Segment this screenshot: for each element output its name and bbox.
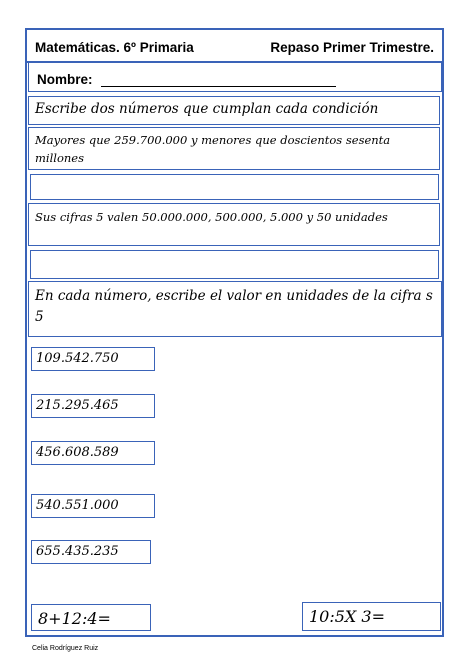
review-title: Repaso Primer Trimestre.	[270, 40, 434, 55]
number-2: 215.295.465	[36, 398, 119, 413]
name-input-line[interactable]	[101, 86, 336, 87]
operation-2: 10:5X 3=	[309, 607, 385, 626]
number-box-5	[31, 540, 151, 564]
number-3: 456.608.589	[36, 445, 119, 460]
instruction-box-1	[28, 96, 440, 125]
number-box-2	[31, 394, 155, 418]
number-box-1	[31, 347, 155, 371]
name-label: Nombre:	[37, 72, 93, 87]
author-credit: Celia Rodríguez Ruiz	[32, 645, 99, 652]
number-box-3	[31, 441, 155, 465]
answer-box-2[interactable]	[30, 250, 439, 279]
operation-box-1	[31, 604, 151, 631]
subject-title: Matemáticas. 6º Primaria	[35, 40, 194, 55]
condition-box-1	[28, 127, 440, 170]
condition-box-2	[28, 203, 440, 246]
condition-1: Mayores que 259.700.000 y menores que doscientos sesenta millones	[35, 133, 391, 165]
number-box-4	[31, 494, 155, 518]
operation-1: 8+12:4=	[38, 609, 111, 628]
number-4: 540.551.000	[36, 498, 119, 513]
instruction-1: Escribe dos números que cumplan cada condición	[35, 101, 379, 117]
number-5: 655.435.235	[36, 544, 119, 559]
operation-box-2	[302, 602, 441, 631]
worksheet-header	[25, 28, 444, 63]
answer-box-1[interactable]	[30, 174, 439, 200]
instruction-2: En cada número, escribe el valor en unidades de la cifra s 5	[35, 288, 433, 325]
number-1: 109.542.750	[36, 351, 119, 366]
name-row	[28, 62, 442, 92]
instruction-box-2	[28, 281, 442, 337]
condition-2: Sus cifras 5 valen 50.000.000, 500.000, 5.000 y 50 unidades	[35, 210, 388, 224]
